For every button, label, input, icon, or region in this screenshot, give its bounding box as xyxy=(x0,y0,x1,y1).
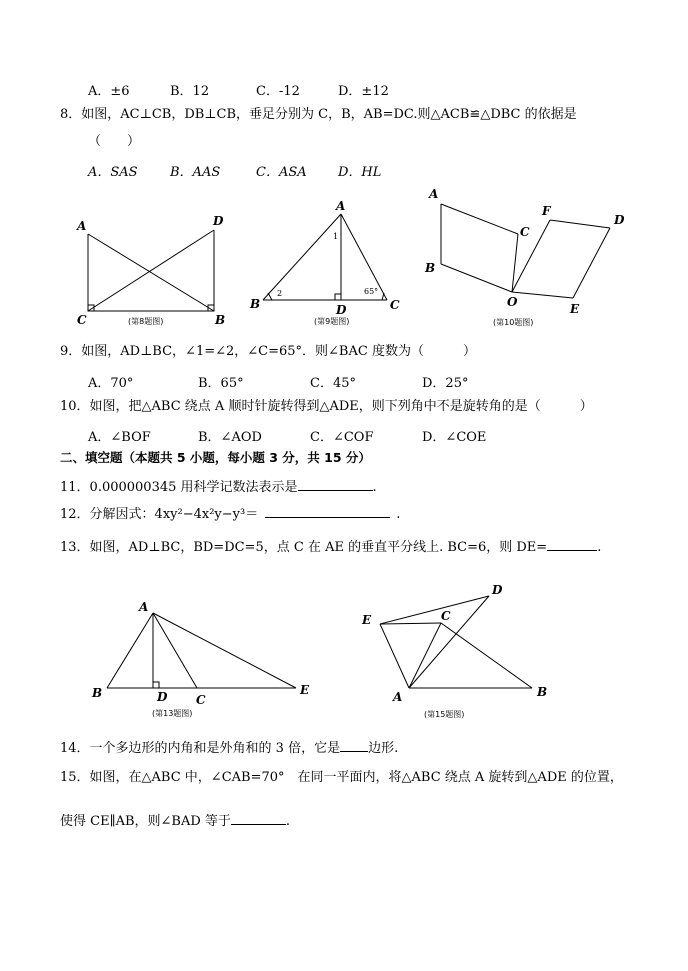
fig15-caption: (第15题图) xyxy=(424,710,465,719)
q8-paren: （ ） xyxy=(88,134,141,149)
fig8-label-d: D xyxy=(213,214,224,228)
q7-option-c: C．-12 xyxy=(256,84,300,99)
fig8-label-b: B xyxy=(215,313,226,327)
q7-option-a: A．±6 xyxy=(88,84,130,99)
q13-tail: . xyxy=(597,540,602,555)
fig10-label-d: D xyxy=(614,213,625,227)
q9-option-b: B．65° xyxy=(198,376,244,391)
q15-tail: . xyxy=(285,814,291,829)
fig13-label-c: C xyxy=(196,693,206,707)
q9-option-d: D．25° xyxy=(422,376,469,391)
q10-option-c: C．∠COF xyxy=(310,430,374,445)
fig9-label-1: 1 xyxy=(333,232,339,241)
q10-option-d: D．∠COE xyxy=(422,430,487,445)
q13-text: 13．如图，AD⊥BC，BD=DC=5，点 C 在 AE 的垂直平分线上. BC=6，则 DE= xyxy=(60,540,548,555)
q11-tail: . xyxy=(372,480,377,495)
fig15-label-c: C xyxy=(441,609,451,623)
fig10-label-e: E xyxy=(570,302,580,316)
fig15-label-b: B xyxy=(537,685,548,699)
fig15-label-d: D xyxy=(492,583,503,597)
fig13-label-b: B xyxy=(92,686,103,700)
q12-tail: . xyxy=(396,507,401,522)
fig9-label-b: B xyxy=(250,297,261,311)
fig9-label-2: 2 xyxy=(277,289,283,298)
q7-option-d: D．±12 xyxy=(338,84,389,99)
q10-text: 10．如图，把△ABC 绕点 A 顺时针旋转得到△ADE，则下列角中不是旋转角的是（ ） xyxy=(60,399,593,414)
fig10-label-c: C xyxy=(520,225,530,239)
q9-option-a: A．70° xyxy=(88,376,134,391)
q8-option-c: C．ASA xyxy=(256,165,307,180)
q7-option-b: B．12 xyxy=(170,84,210,99)
fig10-caption: (第10题图) xyxy=(493,318,534,327)
q10-option-b: B．∠AOD xyxy=(198,430,262,445)
fig13-caption: (第13题图) xyxy=(152,709,193,718)
fig9-caption: (第9题图) xyxy=(314,317,350,326)
q14 xyxy=(60,739,398,757)
q8-option-d: D．HL xyxy=(338,165,382,180)
q9-text: 9．如图，AD⊥BC，∠1=∠2，∠C=65°．则∠BAC 度数为（ ） xyxy=(60,344,476,359)
q10-option-a: A．∠BOF xyxy=(88,430,151,445)
q11-text: 11．0.000000345 用科学记数法表示是 xyxy=(60,480,298,495)
fig8-label-a: A xyxy=(77,219,87,233)
fig10-label-o: O xyxy=(507,295,518,309)
fig10-label-f: F xyxy=(542,204,551,218)
q9-option-c: C．45° xyxy=(310,376,356,391)
fig9-label-65: 65° xyxy=(364,287,379,296)
q14-text: 14．一个多边形的内角和是外角和的 3 倍，它是 xyxy=(60,741,341,756)
fig8-label-c: C xyxy=(77,313,87,327)
fig15-label-a: A xyxy=(393,690,403,704)
q14-answer-blank[interactable] xyxy=(340,739,368,752)
fig10-label-a: A xyxy=(429,187,439,201)
fig13-label-d: D xyxy=(157,690,168,704)
q12-text: 12．分解因式：4xy²−4x²y−y³＝ xyxy=(60,507,259,522)
q15-line2 xyxy=(60,812,290,830)
q8-text: 8．如图，AC⊥CB，DB⊥CB，垂足分别为 C，B，AB=DC.则△ACB≌△DBC 的依据是 xyxy=(60,107,577,122)
section-2-title: 二、填空题（本题共 5 小题，每小题 3 分，共 15 分） xyxy=(60,450,371,465)
fig9-label-a: A xyxy=(336,199,346,213)
fig13-label-a: A xyxy=(139,600,149,614)
q8-option-b: B．AAS xyxy=(170,165,221,180)
fig10-label-b: B xyxy=(425,261,436,275)
fig9-label-c: C xyxy=(390,298,400,312)
q14-tail: 边形. xyxy=(368,741,399,756)
fig9-label-d: D xyxy=(336,303,347,317)
q15-text2: 使得 CE∥AB，则∠BAD 等于 xyxy=(60,814,231,829)
q15-text: 15．如图，在△ABC 中，∠CAB=70° 在同一平面内，将△ABC 绕点 A 旋转到△ADE 的位置， xyxy=(60,770,623,785)
fig15-label-e: E xyxy=(362,613,372,627)
fig8-caption: (第8题图) xyxy=(128,317,164,326)
fig13-label-e: E xyxy=(300,683,310,697)
q8-option-a: A．SAS xyxy=(88,165,138,180)
q15-answer-blank[interactable] xyxy=(231,812,286,825)
